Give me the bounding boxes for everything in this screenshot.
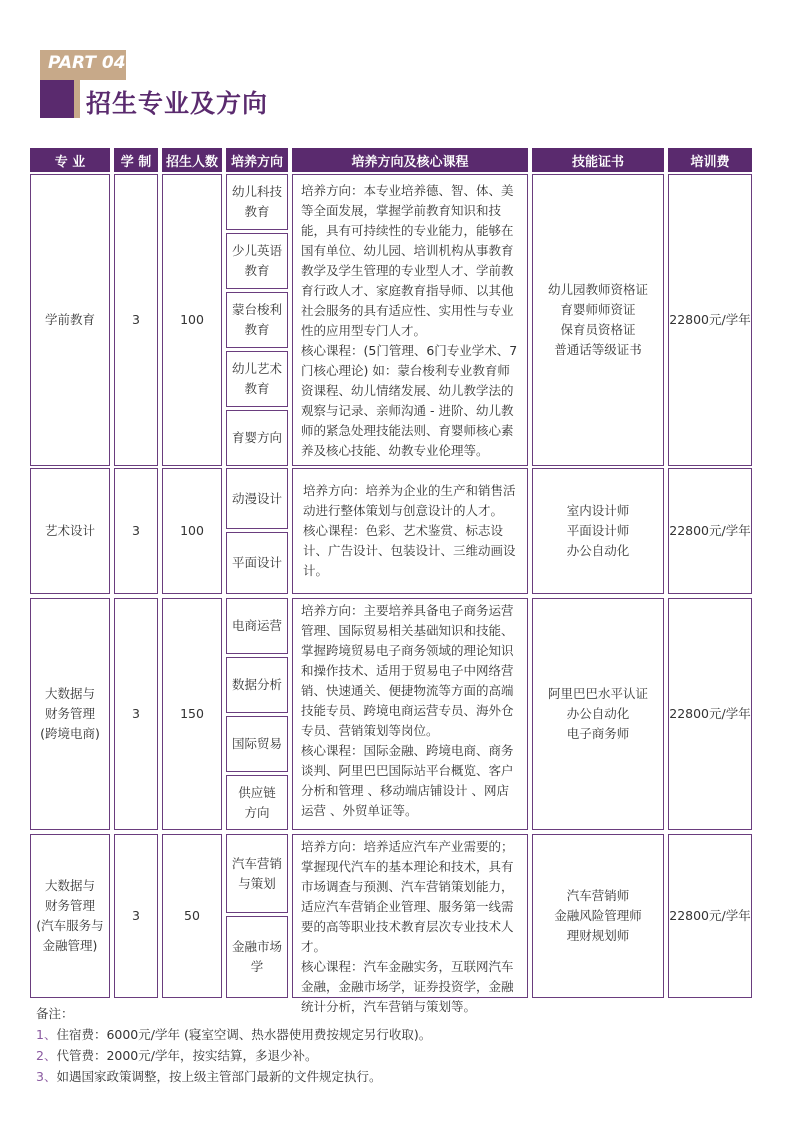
fee: 22800元/学年 [668,834,752,998]
note-number: 3、 [36,1069,57,1084]
col-header-years: 学 制 [114,148,158,172]
direction-item: 汽车营销 与策划 [226,834,288,913]
certificates: 幼儿园教师资格证 育婴师师资证 保育员资格证 普通话等级证书 [532,174,664,466]
note-number: 2、 [36,1048,57,1063]
row-years: 3 [114,174,158,466]
note-text: 住宿费：6000元/学年 (寝室空调、热水器使用费按规定另行收取)。 [56,1027,432,1042]
row-enrollment: 150 [162,598,222,830]
fee: 22800元/学年 [668,598,752,830]
direction-item: 金融市场学 [226,916,288,998]
certificates: 阿里巴巴水平认证 办公自动化 电子商务师 [532,598,664,830]
row-major: 学前教育 [30,174,110,466]
fee: 22800元/学年 [668,174,752,466]
direction-item: 幼儿艺术 教育 [226,351,288,407]
direction-item: 供应链 方向 [226,775,288,830]
col-header-certificates: 技能证书 [532,148,664,172]
fee: 22800元/学年 [668,468,752,594]
row-major: 大数据与 财务管理 (跨境电商) [30,598,110,830]
direction-item: 动漫设计 [226,468,288,529]
row-enrollment: 100 [162,174,222,466]
direction-item: 幼儿科技 教育 [226,174,288,230]
note-text: 代管费：2000元/学年，按实结算，多退少补。 [56,1048,318,1063]
certificates: 汽车营销师 金融风险管理师 理财规划师 [532,834,664,998]
direction-item: 国际贸易 [226,716,288,772]
direction-item: 电商运营 [226,598,288,654]
direction-item: 少儿英语 教育 [226,233,288,289]
direction-item: 育婴方向 [226,410,288,466]
direction-item: 蒙台梭利 教育 [226,292,288,348]
curriculum-text: 培养方向：培养适应汽车产业需要的；掌握现代汽车的基本理论和技术，具有市场调查与预测、汽车营销策划能力，适应汽车营销企业管理、服务第一线需要的高等职业技术教育层次专业技术人才。 核心课程：汽车金融实务，互联网汽车金融，金融市场学，证券投资学，金融统计分析，汽车营销与策划等。 [292,834,528,998]
note-number: 1、 [36,1027,57,1042]
direction-item: 平面设计 [226,532,288,594]
part-tag [40,50,126,80]
notes [36,1003,431,1087]
part-label: PART 04 [48,53,126,73]
title-block-icon [40,80,74,118]
note-text: 如遇国家政策调整，按上级主管部门最新的文件规定执行。 [56,1069,382,1084]
row-enrollment: 100 [162,468,222,594]
col-header-curriculum: 培养方向及核心课程 [292,148,528,172]
curriculum-text: 培养方向：主要培养具备电子商务运营管理、国际贸易相关基础知识和技能、掌握跨境贸易电子商务领域的理论知识和操作技术、适用于贸易电子中网络营销、快速通关、便捷物流等方面的高端技能专员、跨境电商运营专员、海外仓专员、营销策划等岗位。 核心课程：国际金融、跨境电商、商务谈判、阿里巴巴国际站平台概览、客户分析和管理 、移动端店铺设计 、网店运营 、外贸单证等。 [292,598,528,830]
note-item [36,1024,431,1045]
title-accent-bar [74,80,80,118]
certificates: 室内设计师 平面设计师 办公自动化 [532,468,664,594]
row-enrollment: 50 [162,834,222,998]
row-years: 3 [114,468,158,594]
col-header-fee: 培训费 [668,148,752,172]
notes-title: 备注： [36,1006,74,1021]
direction-item: 数据分析 [226,657,288,713]
col-header-enrollment: 招生人数 [162,148,222,172]
row-major: 大数据与 财务管理 (汽车服务与 金融管理) [30,834,110,998]
row-years: 3 [114,834,158,998]
col-header-major: 专 业 [30,148,110,172]
page-title: 招生专业及方向 [86,89,269,118]
note-item [36,1045,431,1066]
row-years: 3 [114,598,158,830]
curriculum-text: 培养方向：本专业培养德、智、体、美等全面发展，掌握学前教育知识和技能，具有可持续性的专业能力，能够在国有单位、幼儿园、培训机构从事教育教学及学生管理的专业型人才、学前教育行政人才、家庭教育指导师、以其他社会服务的具有适应性、实用性与专业性的应用型专门人才。 核心课程：(5门管理、6门专业学术、7门核心理论) 如：蒙台梭利专业教育师资课程、幼儿情绪发展、幼儿教学法的观察与记录、亲师沟通 - 进阶、幼儿教师的紧急处理技能法则、育婴师核心素养及核心技能、幼教专业伦理等。 [292,174,528,466]
row-major: 艺术设计 [30,468,110,594]
curriculum-text: 培养方向：培养为企业的生产和销售活动进行整体策划与创意设计的人才。 核心课程：色彩、艺术鉴赏、标志设计、广告设计、包装设计、三维动画设计。 [292,468,528,594]
col-header-direction: 培养方向 [226,148,288,172]
note-item [36,1066,431,1087]
